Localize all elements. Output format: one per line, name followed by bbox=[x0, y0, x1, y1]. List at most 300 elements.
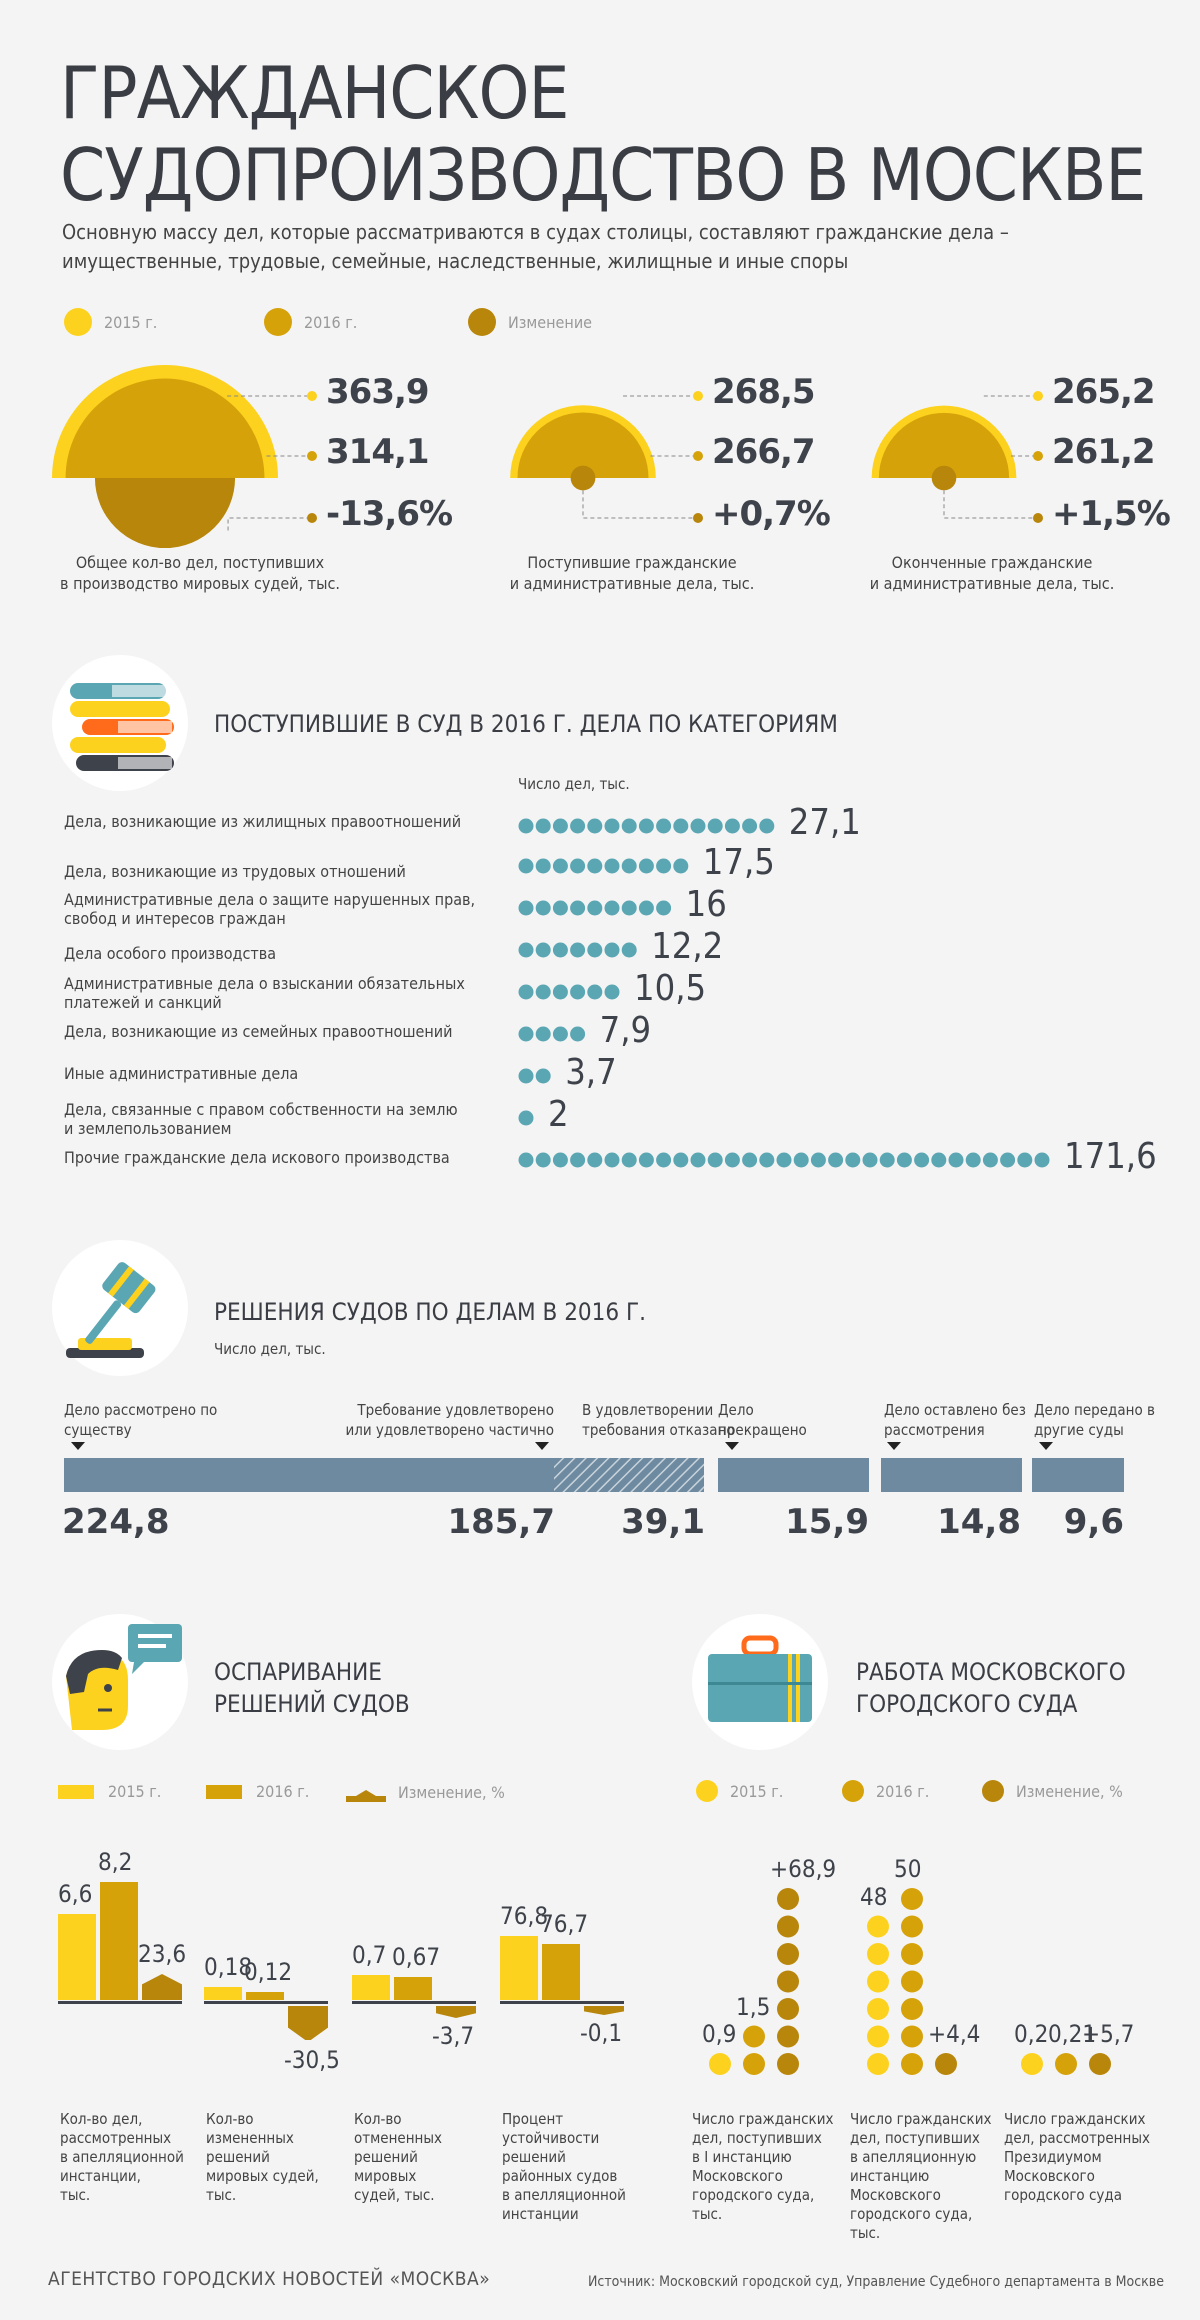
category-1-label bbox=[64, 812, 514, 831]
category-3-dots bbox=[516, 896, 1076, 920]
category-8-label-line1: Дела, связанные с правом собственности на землю bbox=[64, 1100, 458, 1119]
category-9-value: 171,6 bbox=[1064, 1136, 1157, 1177]
appeal-4-caption-line: в апелляционной bbox=[502, 2186, 626, 2204]
category-2-dot bbox=[656, 859, 671, 874]
appeal-4-caption-line: устойчивости bbox=[502, 2129, 600, 2147]
appeal-4-change-mark bbox=[584, 2006, 624, 2015]
category-6-dot bbox=[519, 1027, 534, 1042]
category-3-dot bbox=[605, 901, 620, 916]
category-9-dot bbox=[931, 1153, 946, 1168]
decision-5-label-line1: Дело оставлено без bbox=[884, 1401, 1026, 1419]
decision-5-label-line2: рассмотрения bbox=[884, 1421, 985, 1439]
category-9-dot bbox=[759, 1153, 774, 1168]
category-8-value: 2 bbox=[548, 1094, 569, 1135]
page-title bbox=[60, 52, 1160, 216]
category-9-dot bbox=[708, 1153, 723, 1168]
appeals-legend-2015 bbox=[58, 1782, 161, 1801]
appeals-legend-2016-swatch bbox=[206, 1785, 242, 1799]
semi-3-caption-line1: Оконченные гражданские bbox=[891, 553, 1093, 572]
appeal-4-caption-line: Процент bbox=[502, 2110, 564, 2128]
person-speech-icon bbox=[52, 1614, 188, 1750]
footer-source: Источник: Московский городской суд, Управление Судебного департамента в Москве bbox=[588, 2274, 1164, 2290]
category-5-label-line1: Административные дела о взыскании обязательных bbox=[64, 974, 465, 993]
category-2-dot bbox=[587, 859, 602, 874]
appeal-3-caption-line: отмененных bbox=[354, 2129, 443, 2147]
citycourt-2-value-2015: 48 bbox=[860, 1882, 888, 1911]
appeal-1-caption-line: тыс. bbox=[60, 2186, 91, 2204]
appeals-title-line1: ОСПАРИВАНИЕ bbox=[214, 1658, 382, 1686]
citycourt-2-dot-2015 bbox=[867, 1943, 889, 1965]
legend-change bbox=[468, 308, 592, 336]
category-3-label-line2: свобод и интересов граждан bbox=[64, 909, 286, 928]
category-5-label bbox=[64, 974, 514, 1012]
citycourt-2-caption-line: инстанцию bbox=[850, 2167, 930, 2185]
citycourt-legend-2016-swatch bbox=[842, 1780, 864, 1802]
category-4-dot bbox=[536, 943, 551, 958]
appeal-4-value-change: -0,1 bbox=[580, 2019, 623, 2047]
category-9-dot bbox=[553, 1153, 568, 1168]
category-9-dot bbox=[880, 1153, 895, 1168]
category-1-dot bbox=[742, 819, 757, 834]
citycourt-1-dot-2015 bbox=[709, 2053, 731, 2075]
appeal-3-caption-line: Кол-во bbox=[354, 2110, 402, 2128]
category-5-dot bbox=[519, 985, 534, 1000]
category-8-dot bbox=[519, 1111, 534, 1126]
legend-2016 bbox=[264, 308, 357, 336]
category-4-dots bbox=[516, 938, 1076, 962]
semi-1-caption-line2: в производство мировых судей, тыс. bbox=[60, 574, 340, 593]
category-9-dot bbox=[914, 1153, 929, 1168]
citycourt-1-dot-change bbox=[777, 1971, 799, 1993]
category-9-dot bbox=[605, 1153, 620, 1168]
citycourt-legend-2016 bbox=[842, 1780, 929, 1802]
semi-3-leader-3 bbox=[944, 490, 1038, 518]
citycourt-3-dot-change bbox=[1089, 2053, 1111, 2075]
category-9-dot bbox=[966, 1153, 981, 1168]
appeal-1-caption-line: в апелляционной bbox=[60, 2148, 184, 2166]
category-3-label-line1: Административные дела о защите нарушенных прав, bbox=[64, 890, 476, 909]
category-1-dot bbox=[587, 819, 602, 834]
category-9-dot bbox=[949, 1153, 964, 1168]
category-4-label-line1: Дела особого производства bbox=[64, 944, 277, 963]
citycourt-2-value-change: +4,4 bbox=[928, 2020, 981, 2048]
category-1-dot bbox=[536, 819, 551, 834]
books-icon bbox=[52, 655, 188, 791]
citycourt-3-value-change: +5,7 bbox=[1082, 2020, 1135, 2048]
appeals-legend-change-swatch bbox=[346, 1782, 386, 1802]
semi-2-value-2016: 266,7 bbox=[712, 432, 815, 472]
decision-4-label-line1: Дело bbox=[718, 1401, 754, 1419]
citycourt-2-dot-2016 bbox=[901, 2053, 923, 2075]
decisions-title: РЕШЕНИЯ СУДОВ ПО ДЕЛАМ В 2016 Г. bbox=[214, 1298, 647, 1326]
decision-bar-terminated bbox=[718, 1458, 869, 1492]
category-1-label-line1: Дела, возникающие из жилищных правоотношений bbox=[64, 812, 462, 831]
citycourt-legend-change-label: Изменение, % bbox=[1016, 1781, 1123, 1801]
category-9-dot bbox=[725, 1153, 740, 1168]
citycourt-2-dot-2016 bbox=[901, 1888, 923, 1910]
semi-2-leader-dot-1 bbox=[693, 391, 703, 401]
appeals-title-line2: РЕШЕНИЙ СУДОВ bbox=[214, 1690, 410, 1718]
citycourt-3-caption-line: Президиумом bbox=[1004, 2148, 1102, 2166]
decision-6-label-line2: другие суды bbox=[1034, 1421, 1124, 1439]
category-9-dot bbox=[1000, 1153, 1015, 1168]
citycourt-1-caption-line: в I инстанцию bbox=[692, 2148, 792, 2166]
decisions-unit-label: Число дел, тыс. bbox=[214, 1340, 326, 1358]
category-3-dot bbox=[536, 901, 551, 916]
citycourt-legend-change-swatch bbox=[982, 1780, 1004, 1802]
citycourt-1-caption-line: тыс. bbox=[692, 2205, 723, 2223]
subtitle-line-2: имущественные, трудовые, семейные, наследственные, жилищные и иные споры bbox=[62, 249, 849, 273]
legend-change-swatch bbox=[468, 308, 496, 336]
category-1-dot bbox=[605, 819, 620, 834]
category-4-dot bbox=[553, 943, 568, 958]
appeal-2-baseline bbox=[204, 2001, 328, 2004]
citycourt-legend-2015-label: 2015 г. bbox=[730, 1781, 784, 1801]
category-9-dot bbox=[622, 1153, 637, 1168]
appeal-4-caption bbox=[502, 2110, 642, 2224]
semi-1-change: -13,6% bbox=[326, 494, 453, 534]
decision-3-value: 39,1 bbox=[621, 1502, 705, 1542]
category-9-dots bbox=[516, 1148, 1076, 1172]
citycourt-2-caption-line: тыс. bbox=[850, 2224, 881, 2242]
citycourt-title bbox=[856, 1656, 1126, 1720]
appeal-2-value-2016: 0,12 bbox=[244, 1958, 293, 1986]
appeal-3-caption-line: решений bbox=[354, 2148, 418, 2166]
semi-3-leader-dot-1 bbox=[1033, 391, 1043, 401]
citycourt-3-caption-line: городского суда bbox=[1004, 2186, 1122, 2204]
appeal-3-caption bbox=[354, 2110, 494, 2205]
semi-1-arc-change bbox=[95, 478, 235, 548]
category-6-dot bbox=[553, 1027, 568, 1042]
semi-2-leader-dot-2 bbox=[693, 451, 703, 461]
decision-6-label bbox=[1034, 1400, 1200, 1440]
category-5-dot bbox=[570, 985, 585, 1000]
decision-6-label-line1: Дело передано в bbox=[1034, 1401, 1155, 1419]
category-9-dot bbox=[742, 1153, 757, 1168]
appeal-3-change-mark bbox=[436, 2006, 476, 2018]
appeals-legend-change bbox=[346, 1782, 505, 1802]
appeals-legend-2016 bbox=[206, 1782, 309, 1801]
appeal-3-value-2015: 0,7 bbox=[352, 1941, 387, 1969]
semi-2-caption-line2: и административные дела, тыс. bbox=[509, 574, 755, 593]
legend-2016-swatch bbox=[264, 308, 292, 336]
citycourt-3-caption-line: Число гражданских bbox=[1004, 2110, 1146, 2128]
semi-1-leader-dot-2 bbox=[307, 451, 317, 461]
citycourt-1-dot-change bbox=[777, 2053, 799, 2075]
citycourt-title-line2: ГОРОДСКОГО СУДА bbox=[856, 1690, 1078, 1718]
appeal-2-value-change: -30,5 bbox=[284, 2046, 340, 2074]
citycourt-2-dot-2015 bbox=[867, 2053, 889, 2075]
category-3-dot bbox=[519, 901, 534, 916]
appeals-title bbox=[214, 1656, 410, 1720]
legend-2015-label: 2015 г. bbox=[104, 312, 158, 332]
legend-change-label: Изменение bbox=[508, 312, 593, 332]
category-9-dot bbox=[777, 1153, 792, 1168]
category-2-dot bbox=[622, 859, 637, 874]
category-3-value: 16 bbox=[685, 884, 727, 925]
category-1-value: 27,1 bbox=[788, 802, 861, 843]
citycourt-1-dot-change bbox=[777, 1998, 799, 2020]
semi-1-caption bbox=[50, 552, 350, 594]
appeal-1-value-change: 23,6 bbox=[138, 1940, 187, 1968]
category-9-dot bbox=[587, 1153, 602, 1168]
category-9-dot bbox=[828, 1153, 843, 1168]
appeal-4-caption-line: решений bbox=[502, 2148, 566, 2166]
citycourt-2-dot-2016 bbox=[901, 1943, 923, 1965]
appeal-4-value-2016: 76,7 bbox=[540, 1910, 589, 1938]
citycourt-2-caption-line: Московского bbox=[850, 2186, 941, 2204]
category-5-dots bbox=[516, 980, 1076, 1004]
semi-2-leader-dot-3 bbox=[693, 513, 703, 523]
semi-3-change: +1,5% bbox=[1052, 494, 1170, 534]
category-5-value: 10,5 bbox=[634, 968, 707, 1009]
category-9-dot bbox=[1017, 1153, 1032, 1168]
category-5-dot bbox=[605, 985, 620, 1000]
citycourt-3-caption-line: Московского bbox=[1004, 2167, 1095, 2185]
category-5-dot bbox=[536, 985, 551, 1000]
semi-2-arc-change bbox=[571, 478, 596, 490]
citycourt-1-caption-line: дел, поступивших bbox=[692, 2129, 822, 2147]
decisions-bar bbox=[0, 1432, 1200, 1492]
category-2-dot bbox=[519, 859, 534, 874]
decision-1-label bbox=[64, 1400, 244, 1440]
semi-1-leader-3 bbox=[228, 518, 312, 531]
decision-pointer-1 bbox=[71, 1442, 85, 1450]
category-1-dot bbox=[708, 819, 723, 834]
appeal-1-bar-2015 bbox=[58, 1914, 96, 2000]
decision-1-label-line2: существу bbox=[64, 1421, 132, 1439]
briefcase-icon bbox=[692, 1614, 828, 1750]
citycourt-3-caption-line: дел, рассмотренных bbox=[1004, 2129, 1150, 2147]
citycourt-1-value-change: +68,9 bbox=[770, 1855, 837, 1883]
subtitle-line-1: Основную массу дел, которые рассматриваются в судах столицы, составляют гражданские дела – bbox=[62, 220, 1009, 244]
category-2-dot bbox=[673, 859, 688, 874]
category-3-dot bbox=[587, 901, 602, 916]
decision-pointer-5 bbox=[1039, 1442, 1053, 1450]
category-3-dot bbox=[570, 901, 585, 916]
appeal-3-value-2016: 0,67 bbox=[392, 1943, 441, 1971]
citycourt-1-dot-change bbox=[777, 1943, 799, 1965]
category-9-dot bbox=[794, 1153, 809, 1168]
category-5-dot bbox=[553, 985, 568, 1000]
decision-4-value: 15,9 bbox=[785, 1502, 869, 1542]
category-6-dot bbox=[570, 1027, 585, 1042]
citycourt-2-caption-line: дел, поступивших bbox=[850, 2129, 980, 2147]
appeal-2-change-mark bbox=[288, 2006, 328, 2040]
appeal-2-caption-line: измененных bbox=[206, 2129, 294, 2147]
category-9-dot bbox=[519, 1153, 534, 1168]
citycourt-2-dot-2015 bbox=[867, 2026, 889, 2048]
citycourt-2-caption bbox=[850, 2110, 1010, 2243]
category-9-dot bbox=[673, 1153, 688, 1168]
appeals-legend-change-label: Изменение, % bbox=[398, 1782, 505, 1802]
category-1-dot bbox=[673, 819, 688, 834]
semi-3-caption-line2: и административные дела, тыс. bbox=[869, 574, 1115, 593]
category-7-label bbox=[64, 1064, 514, 1083]
category-7-dot bbox=[536, 1069, 551, 1084]
citycourt-1-dot-change bbox=[777, 2026, 799, 2048]
citycourt-2-dot-2016 bbox=[901, 1916, 923, 1938]
category-4-value: 12,2 bbox=[651, 926, 724, 967]
category-9-dot bbox=[845, 1153, 860, 1168]
category-4-dot bbox=[622, 943, 637, 958]
citycourt-1-value-2016: 1,5 bbox=[736, 1992, 771, 2021]
semi-1-leader-dot-3 bbox=[307, 513, 317, 523]
appeal-1-caption-line: инстанции, bbox=[60, 2167, 141, 2185]
category-3-dot bbox=[656, 901, 671, 916]
category-1-dot bbox=[570, 819, 585, 834]
citycourt-legend-2016-label: 2016 г. bbox=[876, 1781, 930, 1801]
appeal-4-baseline bbox=[500, 2001, 624, 2004]
appeal-4-caption-line: инстанции bbox=[502, 2205, 579, 2223]
semi-3-leader-dot-3 bbox=[1033, 513, 1043, 523]
citycourt-legend-2015-swatch bbox=[696, 1780, 718, 1802]
appeal-2-bar-2015 bbox=[204, 1987, 242, 2000]
category-5-dot bbox=[587, 985, 602, 1000]
appeal-2-caption-line: решений bbox=[206, 2148, 270, 2166]
appeals-legend-2015-swatch bbox=[58, 1785, 94, 1799]
appeal-2-caption bbox=[206, 2110, 346, 2205]
appeal-3-baseline bbox=[352, 2001, 476, 2004]
citycourt-1-caption-line: Число гражданских bbox=[692, 2110, 834, 2128]
category-2-dot bbox=[605, 859, 620, 874]
legend-2016-label: 2016 г. bbox=[304, 312, 358, 332]
decision-2-label bbox=[300, 1400, 554, 1440]
semi-3-caption bbox=[842, 552, 1142, 594]
decision-3-label-line1: В удовлетворении bbox=[582, 1401, 714, 1419]
citycourt-1-dot-2016 bbox=[743, 2053, 765, 2075]
appeal-2-value-2015: 0,18 bbox=[204, 1953, 253, 1981]
citycourt-legend-change bbox=[982, 1780, 1123, 1802]
citycourt-legend-2015 bbox=[696, 1780, 783, 1802]
title-line-1: ГРАЖДАНСКОЕ bbox=[60, 51, 569, 135]
semi-3-value-2015: 265,2 bbox=[1052, 372, 1155, 412]
category-2-value: 17,5 bbox=[702, 842, 775, 883]
appeal-4-value-2015: 76,8 bbox=[500, 1902, 549, 1930]
semi-2-caption bbox=[482, 552, 782, 594]
decision-bar-transferred bbox=[1032, 1458, 1124, 1492]
appeal-4-bar-2015 bbox=[500, 1936, 538, 2000]
category-9-dot bbox=[691, 1153, 706, 1168]
decision-3-label-line2: требования отказано bbox=[582, 1421, 735, 1439]
semi-3-value-2016: 261,2 bbox=[1052, 432, 1155, 472]
legend-2015-swatch bbox=[64, 308, 92, 336]
decision-5-value: 14,8 bbox=[937, 1502, 1021, 1542]
appeal-3-caption-line: мировых bbox=[354, 2167, 417, 2185]
citycourt-2-value-2016: 50 bbox=[894, 1855, 922, 1883]
category-3-dot bbox=[553, 901, 568, 916]
decision-bar-main bbox=[64, 1458, 554, 1492]
appeal-2-caption-line: тыс. bbox=[206, 2186, 237, 2204]
category-1-dot bbox=[691, 819, 706, 834]
category-8-dots bbox=[516, 1106, 1076, 1130]
semi-3-arc-change bbox=[932, 478, 957, 490]
category-9-dot bbox=[570, 1153, 585, 1168]
citycourt-2-dot-2015 bbox=[867, 1916, 889, 1938]
category-1-dot bbox=[622, 819, 637, 834]
citycourt-1-caption bbox=[692, 2110, 852, 2224]
category-9-label bbox=[64, 1148, 514, 1167]
category-4-label bbox=[64, 944, 514, 963]
category-1-dot bbox=[759, 819, 774, 834]
appeal-3-bar-2015 bbox=[352, 1975, 390, 2000]
category-9-dot bbox=[1035, 1153, 1050, 1168]
category-3-dot bbox=[639, 901, 654, 916]
category-7-value: 3,7 bbox=[565, 1052, 617, 1093]
category-4-dot bbox=[587, 943, 602, 958]
appeal-1-caption-line: Кол-во дел, bbox=[60, 2110, 143, 2128]
citycourt-2-dot-change bbox=[935, 2053, 957, 2075]
category-1-dot bbox=[725, 819, 740, 834]
category-6-dot bbox=[536, 1027, 551, 1042]
citycourt-title-line1: РАБОТА МОСКОВСКОГО bbox=[856, 1658, 1126, 1686]
footer-agency: АГЕНТСТВО ГОРОДСКИХ НОВОСТЕЙ «МОСКВА» bbox=[48, 2268, 491, 2290]
decision-pointer-3 bbox=[725, 1442, 739, 1450]
citycourt-1-dot-change bbox=[777, 1888, 799, 1910]
citycourt-2-dot-2016 bbox=[901, 2026, 923, 2048]
semi-1-value-2016: 314,1 bbox=[326, 432, 429, 472]
appeal-1-value-2016: 8,2 bbox=[98, 1848, 133, 1876]
citycourt-1-dot-change bbox=[777, 1916, 799, 1938]
appeal-1-value-2015: 6,6 bbox=[58, 1880, 93, 1908]
citycourt-1-value-2015: 0,9 bbox=[702, 2020, 737, 2048]
citycourt-1-caption-line: Московского bbox=[692, 2167, 783, 2185]
citycourt-2-caption-line: в апелляционную bbox=[850, 2148, 977, 2166]
category-9-dot bbox=[983, 1153, 998, 1168]
citycourt-dots bbox=[700, 1800, 1200, 2100]
category-2-label bbox=[64, 862, 514, 881]
category-8-label-line2: и землепользованием bbox=[64, 1119, 232, 1138]
citycourt-2-dot-2015 bbox=[867, 1971, 889, 1993]
category-4-dot bbox=[570, 943, 585, 958]
semi-3-leader-dot-2 bbox=[1033, 451, 1043, 461]
category-9-label-line1: Прочие гражданские дела искового производства bbox=[64, 1148, 450, 1167]
category-4-dot bbox=[519, 943, 534, 958]
category-2-dot bbox=[639, 859, 654, 874]
appeal-1-caption bbox=[60, 2110, 200, 2205]
citycourt-2-dot-2016 bbox=[901, 1998, 923, 2020]
category-3-label bbox=[64, 890, 514, 928]
category-4-dot bbox=[605, 943, 620, 958]
category-9-dot bbox=[656, 1153, 671, 1168]
category-7-label-line1: Иные административные дела bbox=[64, 1064, 299, 1083]
citycourt-1-dot-2016 bbox=[743, 2026, 765, 2048]
citycourt-2-caption-line: Число гражданских bbox=[850, 2110, 992, 2128]
appeal-4-bar-2016 bbox=[542, 1944, 580, 2000]
decision-2-label-line2: или удовлетворено частично bbox=[345, 1421, 554, 1439]
legend-2015 bbox=[64, 308, 157, 336]
citycourt-3-caption bbox=[1004, 2110, 1164, 2205]
category-9-dot bbox=[639, 1153, 654, 1168]
decision-6-value: 9,6 bbox=[1063, 1502, 1124, 1542]
appeal-1-baseline bbox=[58, 2001, 182, 2004]
appeal-1-bar-2016 bbox=[100, 1882, 138, 2000]
categories-title: ПОСТУПИВШИЕ В СУД В 2016 Г. ДЕЛА ПО КАТЕГОРИЯМ bbox=[214, 710, 838, 738]
category-2-dot bbox=[570, 859, 585, 874]
decision-1-label-line1: Дело рассмотрено по bbox=[64, 1401, 218, 1419]
appeal-3-caption-line: судей, тыс. bbox=[354, 2186, 435, 2204]
citycourt-2-dot-2016 bbox=[901, 1971, 923, 1993]
appeal-2-bar-2016 bbox=[246, 1992, 284, 2000]
semi-2-leader-3 bbox=[583, 490, 698, 518]
citycourt-3-dot-2016 bbox=[1055, 2053, 1077, 2075]
decision-1-value: 224,8 bbox=[62, 1502, 170, 1542]
decision-pointer-2 bbox=[535, 1442, 549, 1450]
category-2-dot bbox=[553, 859, 568, 874]
category-6-label-line1: Дела, возникающие из семейных правоотношений bbox=[64, 1022, 453, 1041]
categories-unit-label: Число дел, тыс. bbox=[518, 775, 630, 793]
semi-1-caption-line1: Общее кол-во дел, поступивших bbox=[75, 553, 325, 572]
